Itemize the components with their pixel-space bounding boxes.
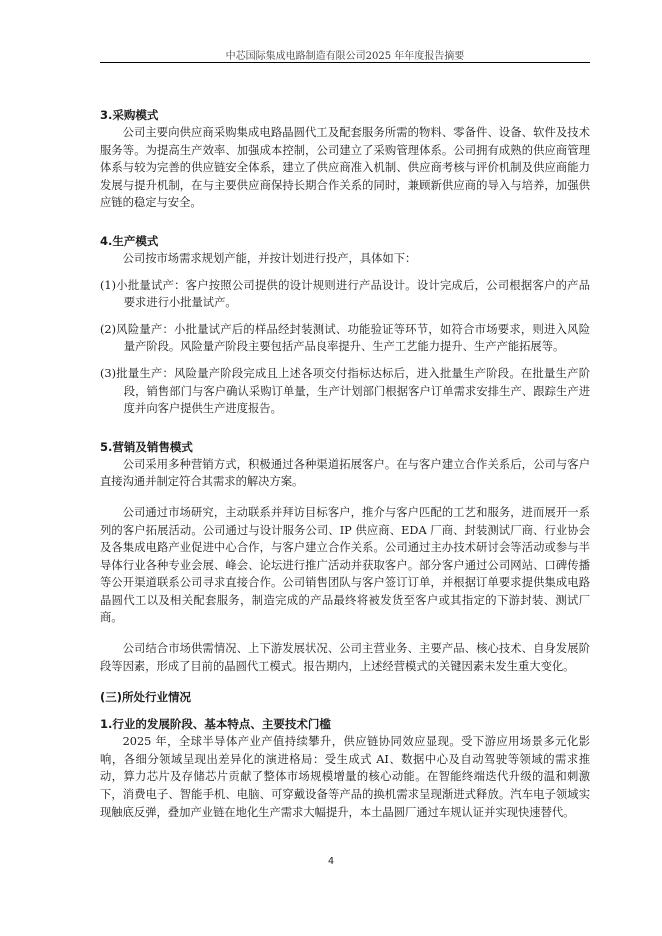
sales-heading: 5.营销及销售模式 xyxy=(100,439,193,454)
procurement-paragraph: 公司主要向供应商采购集成电路晶圆代工及配套服务所需的物料、零备件、设备、软件及技术服务等。为提高生产效率、加强成本控制，公司建立了采购管理体系。公司拥有成熟的供应商管理体系与较为完善的供应链安全体系，建立了供应商准入机制、供应商考核与评价机制及供应商能力发展与提升机制，在与主要供应商保持长期合作关系的同时，兼顾新供应商的导入与培养，加强供应链的稳定与安全。 xyxy=(100,126,590,210)
sales-paragraph-1: 公司采用多种营销方式，积极通过各种渠道拓展客户。在与客户建立合作关系后，公司与客户直接沟通并制定符合其需求的解决方案。 xyxy=(100,457,590,489)
sales-paragraph-2: 公司通过市场研究，主动联系并拜访目标客户，推介与客户匹配的工艺和服务，进而展开一系列的客户拓展活动。公司通过与设计服务公司、IP 供应商、EDA 厂商、封装测试厂商、行业协会及各集成电路产业促进中心合作，与客户建立合作关系。公司通过主办技术研讨会等活动或参与半导体行业各种专业会展、峰会、论坛进行推广活动并获取客户。部分客户通过公司网站、口碑传播等公开渠道联系公司寻求直接合作。公司销售团队与客户签订订单，并根据订单要求提供集成电路晶圆代工以及相关配套服务，制造完成的产品最终将被发货至客户或其指定的下游封装、测试厂商。 xyxy=(100,505,590,625)
production-item-1: (1)小批量试产：客户按照公司提供的设计规则进行产品设计。设计完成后，公司根据客户的产品要求进行小批量试产。 xyxy=(100,278,590,310)
running-header: 中芯国际集成电路制造有限公司2025 年年度报告摘要 xyxy=(225,51,465,62)
production-item-3: (3)批量生产：风险量产阶段完成且上述各项交付指标达标后，进入批量生产阶段。在批量生产阶段，销售部门与客户确认采购订单量，生产计划部门根据客户订单需求安排生产、跟踪生产进度并向客户提供生产进度报告。 xyxy=(100,366,590,416)
industry-paragraph: 2025 年，全球半导体产业产值持续攀升，供应链协同效应显现。受下游应用场景多元化影响，各细分领域呈现出差异化的演进格局：受生成式 AI、数据中心及自动驾驶等领域的需求推动，算力芯片及存储芯片贡献了整体市场规模增量的核心动能。在智能终端迭代升级的温和刺激下，消费电子、智能手机、电脑、可穿戴设备等产品的换机需求呈现渐进式释放。汽车电子领域实现触底反弹，叠加产业链在地化生产需求大幅提升，本土晶圆厂通过车规认证并实现快速替代。 xyxy=(100,735,590,819)
header-rule xyxy=(100,62,590,63)
procurement-heading: 3.采购模式 xyxy=(100,108,159,122)
industry-section-heading: (三)所处行业情况 xyxy=(100,690,192,705)
production-item-2: (2)风险量产：小批量试产后的样品经封装测试、功能验证等环节，如符合市场要求，则进入风险量产阶段。风险量产阶段主要包括产品良率提升、生产工艺能力提升、生产产能拓展等。 xyxy=(100,322,590,354)
document-body xyxy=(100,106,590,821)
sales-paragraph-3: 公司结合市场供需情况、上下游发展状况、公司主营业务、主要产品、核心技术、自身发展阶段等因素，形成了目前的晶圆代工模式。报告期内，上述经营模式的关键因素未发生重大变化。 xyxy=(100,642,590,673)
industry-sub-heading: 1.行业的发展阶段、基本特点、主要技术门槛 xyxy=(100,717,331,732)
page-number: 4 xyxy=(327,856,335,867)
production-intro: 公司按市场需求规划产能，并按计划进行投产，具体如下： xyxy=(122,251,417,265)
production-heading: 4.生产模式 xyxy=(100,233,159,248)
